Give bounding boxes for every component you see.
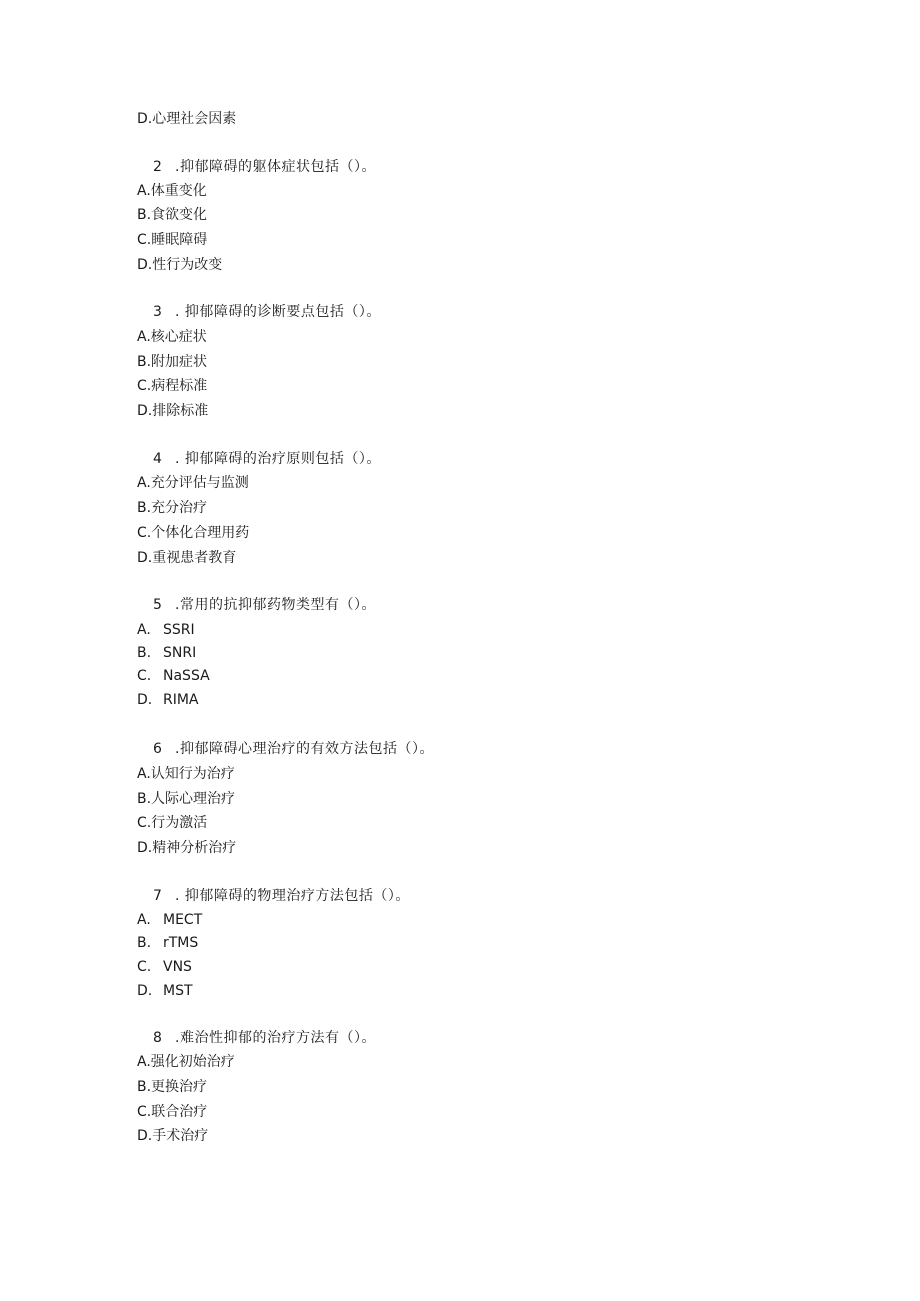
question-number: 6 (153, 741, 163, 757)
question-text: . 抑郁障碍的诊断要点包括（）。 (175, 304, 381, 320)
question-text: .抑郁障碍的躯体症状包括（）。 (175, 159, 376, 175)
question-number: 2 (153, 159, 163, 175)
option-b: B.人际心理治疗 (137, 791, 236, 807)
option-c: C.睡眠障碍 (137, 232, 208, 248)
option-letter: C. (137, 668, 152, 684)
option-c: C.个体化合理用药 (137, 525, 250, 541)
question-3 (153, 303, 381, 321)
question-text: .难治性抑郁的治疗方法有（）。 (175, 1030, 376, 1046)
option-letter: A. (137, 912, 151, 928)
option-a: A.体重变化 (137, 183, 207, 199)
question-2 (153, 158, 376, 176)
question-7 (153, 887, 410, 905)
question-number: 5 (153, 597, 163, 613)
option-b (137, 644, 196, 662)
option-c: C.行为激活 (137, 815, 208, 831)
option-d: D.排除标准 (137, 403, 209, 419)
option-d (137, 691, 199, 709)
question-text: . 抑郁障碍的物理治疗方法包括（）。 (175, 888, 410, 904)
option-d: D.精神分析治疗 (137, 840, 237, 856)
option-text: NaSSA (163, 668, 210, 684)
option-d (137, 982, 193, 1000)
option-c (137, 958, 192, 976)
option-text: rTMS (163, 935, 199, 951)
question-number: 4 (153, 451, 163, 467)
question-6 (153, 740, 434, 758)
option-d-q1: D.心理社会因素 (137, 111, 237, 127)
option-b: B.更换治疗 (137, 1079, 208, 1095)
option-d: D.性行为改变 (137, 257, 223, 273)
option-a: A.强化初始治疗 (137, 1054, 235, 1070)
option-letter: C. (137, 959, 152, 975)
option-text: MST (163, 983, 193, 999)
option-b: B.食欲变化 (137, 207, 208, 223)
question-number: 8 (153, 1030, 163, 1046)
question-text: . 抑郁障碍的治疗原则包括（）。 (175, 451, 381, 467)
option-text: SNRI (163, 645, 197, 661)
option-c: C.联合治疗 (137, 1104, 208, 1120)
option-b: B.附加症状 (137, 354, 208, 370)
option-b (137, 934, 198, 952)
option-c (137, 667, 210, 685)
option-letter: B. (137, 645, 152, 661)
question-number: 3 (153, 304, 163, 320)
question-8 (153, 1029, 376, 1047)
question-5 (153, 596, 376, 614)
option-b: B.充分治疗 (137, 500, 208, 516)
question-4 (153, 450, 381, 468)
option-text: RIMA (163, 692, 199, 708)
question-text: .常用的抗抑郁药物类型有（）。 (175, 597, 376, 613)
option-d: D.重视患者教育 (137, 550, 237, 566)
option-c: C.病程标准 (137, 378, 208, 394)
question-text: .抑郁障碍心理治疗的有效方法包括（）。 (175, 741, 434, 757)
option-letter: B. (137, 935, 152, 951)
option-text: SSRI (163, 622, 195, 638)
option-a (137, 911, 202, 929)
option-letter: D. (137, 692, 153, 708)
option-text: VNS (163, 959, 192, 975)
option-a (137, 621, 195, 639)
option-a: A.核心症状 (137, 329, 207, 345)
question-number: 7 (153, 888, 163, 904)
option-a: A.认知行为治疗 (137, 766, 235, 782)
option-letter: A. (137, 622, 151, 638)
option-letter: D. (137, 983, 153, 999)
option-text: MECT (163, 912, 203, 928)
option-a: A.充分评估与监测 (137, 475, 249, 491)
option-d: D.手术治疗 (137, 1128, 209, 1144)
